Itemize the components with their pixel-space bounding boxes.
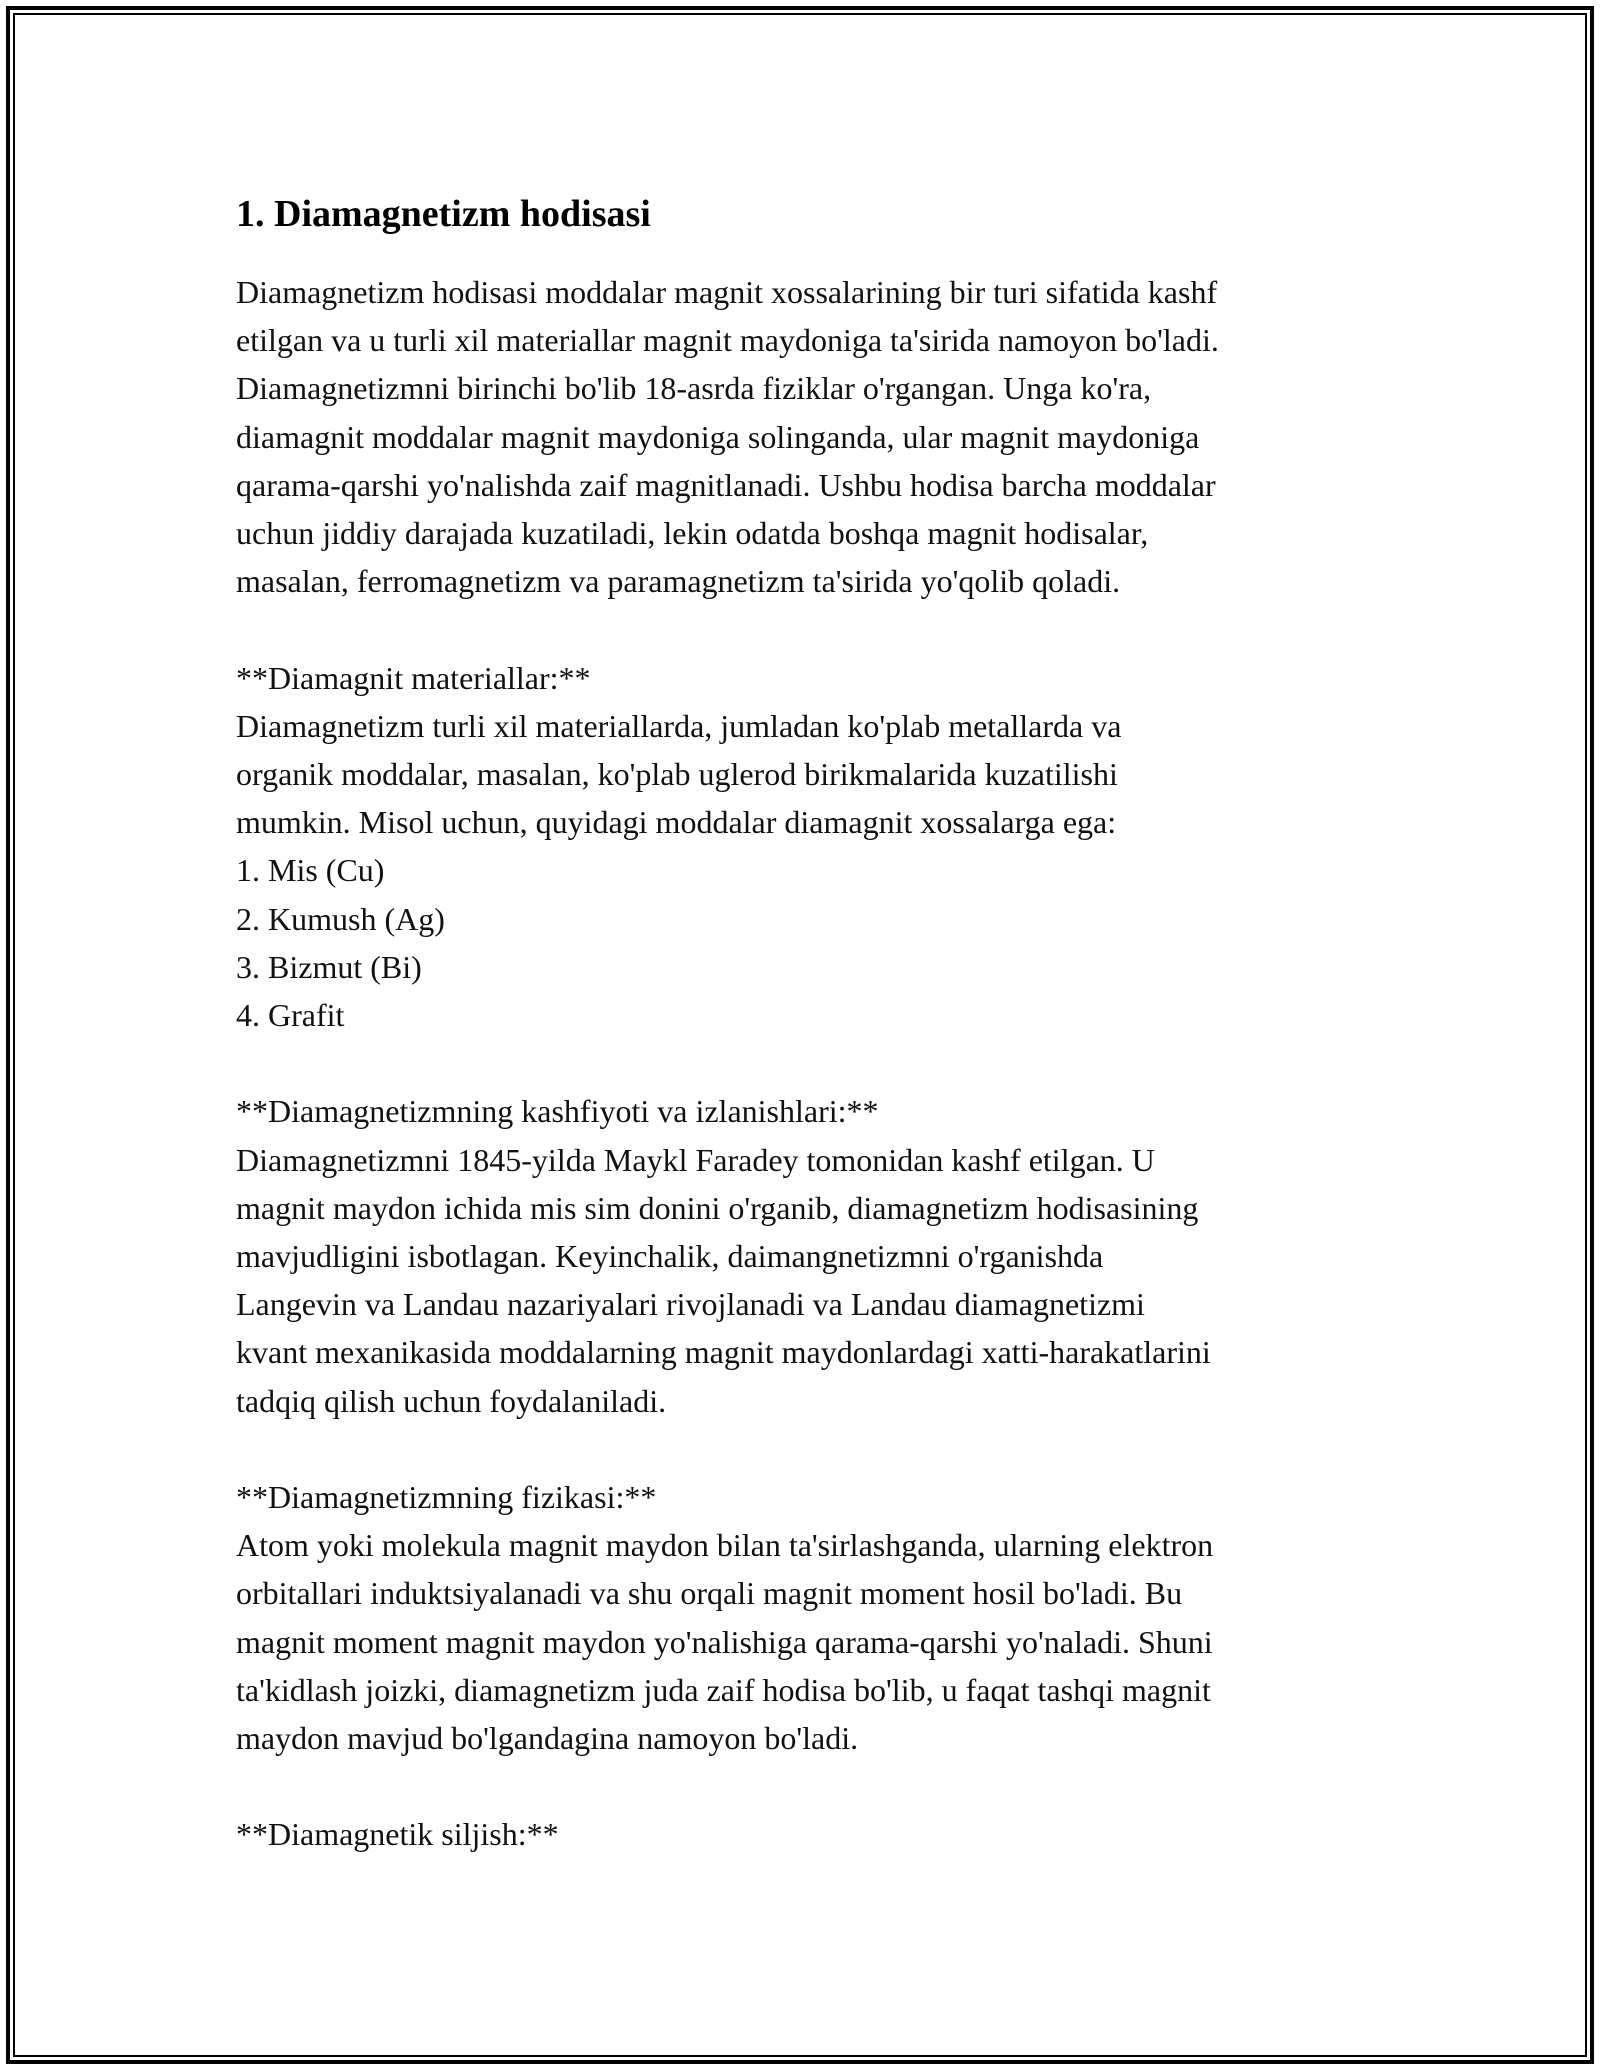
text-line: kvant mexanikasida moddalarning magnit maydonlardagi xatti-harakatlarini (236, 1334, 1211, 1371)
text-line: magnit maydon ichida mis sim donini o'rganib, diamagnetizm hodisasining (236, 1189, 1199, 1226)
intro-paragraph (236, 268, 1386, 605)
paragraph-gap (236, 1762, 1386, 1810)
text-line: Diamagnetizmni birinchi bo'lib 18-asrda fiziklar o'rgangan. Unga ko'ra, (236, 370, 1152, 407)
list-item: 3. Bizmut (Bi) (236, 948, 422, 985)
text-line: Langevin va Landau nazariyalari rivojlanadi va Landau diamagnetizmi (236, 1286, 1145, 1323)
section-heading-shift: **Diamagnetik siljish:** (236, 1816, 559, 1853)
paragraph-gap (236, 605, 1386, 653)
text-line: Diamagnetizmni 1845-yilda Maykl Faradey tomonidan kashf etilgan. U (236, 1141, 1155, 1178)
text-line: qarama-qarshi yo'nalishda zaif magnitlanadi. Ushbu hodisa barcha moddalar (236, 466, 1216, 503)
paragraph-gap (236, 1425, 1386, 1473)
text-line: orbitallari induktsiyalanadi va shu orqali magnit moment hosil bo'ladi. Bu (236, 1575, 1183, 1612)
text-line: ta'kidlash joizki, diamagnetizm juda zaif hodisa bo'lib, u faqat tashqi magnit (236, 1671, 1211, 1708)
text-line: diamagnit moddalar magnit maydoniga solinganda, ular magnit maydoniga (236, 418, 1200, 455)
discovery-section (236, 1087, 1386, 1424)
text-line: magnit moment magnit maydon yo'nalishiga qarama-qarshi yo'naladi. Shuni (236, 1623, 1213, 1660)
document-title: 1. Diamagnetizm hodisasi (236, 193, 651, 235)
physics-section (236, 1473, 1386, 1762)
list-item: 1. Mis (Cu) (236, 852, 385, 889)
list-item: 4. Grafit (236, 997, 345, 1034)
text-line: organik moddalar, masalan, ko'plab uglerod birikmalarida kuzatilishi (236, 756, 1118, 793)
text-line: mavjudligini isbotlagan. Keyinchalik, daimangnetizmni o'rganishda (236, 1238, 1104, 1275)
text-line: Diamagnetizm hodisasi moddalar magnit xossalarining bir turi sifatida kashf (236, 274, 1218, 310)
text-line: tadqiq qilish uchun foydalaniladi. (236, 1382, 667, 1419)
text-line: masalan, ferromagnetizm va paramagnetizm ta'sirida yo'qolib qoladi. (236, 563, 1121, 600)
shift-section (236, 1810, 1386, 1858)
section-heading-physics: **Diamagnetizmning fizikasi:** (236, 1479, 657, 1516)
section-heading-materials: **Diamagnit materiallar:** (236, 659, 591, 696)
text-line: Atom yoki molekula magnit maydon bilan ta'sirlashganda, ularning elektron (236, 1527, 1214, 1564)
text-line: maydon mavjud bo'lgandagina namoyon bo'ladi. (236, 1720, 859, 1757)
text-line: etilgan va u turli xil materiallar magnit maydoniga ta'sirida namoyon bo'ladi. (236, 322, 1219, 359)
materials-section (236, 654, 1386, 1040)
text-line: Diamagnetizm turli xil materiallarda, jumladan ko'plab metallarda va (236, 707, 1122, 744)
section-heading-discovery: **Diamagnetizmning kashfiyoti va izlanishlari:** (236, 1093, 879, 1130)
list-item: 2. Kumush (Ag) (236, 900, 445, 937)
text-line: uchun jiddiy darajada kuzatiladi, lekin odatda boshqa magnit hodisalar, (236, 515, 1149, 552)
document-body (236, 188, 1386, 1859)
paragraph-gap (236, 1039, 1386, 1087)
text-line: mumkin. Misol uchun, quyidagi moddalar diamagnit xossalarga ega: (236, 804, 1117, 841)
